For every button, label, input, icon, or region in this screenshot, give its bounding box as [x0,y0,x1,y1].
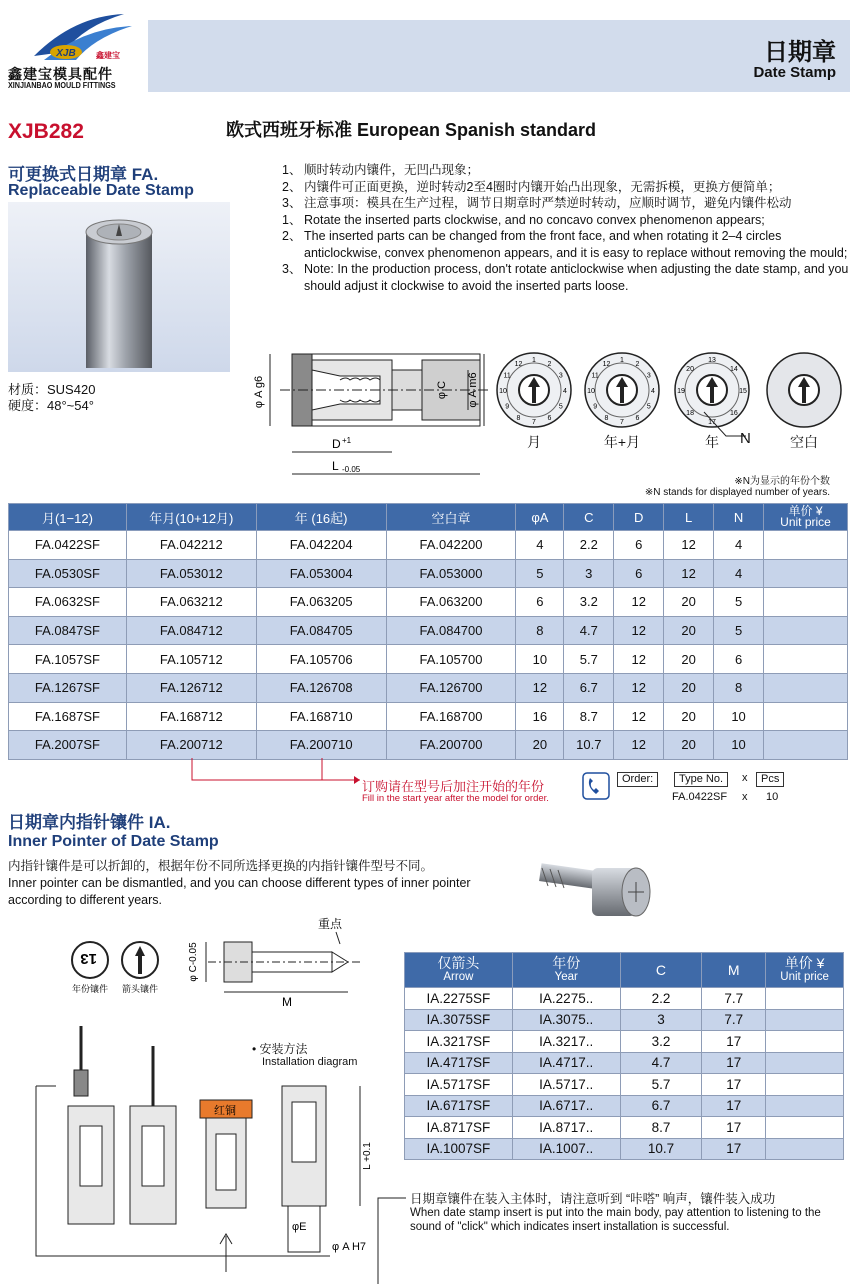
fa-cell: 8 [714,673,764,702]
ia-cell [766,1009,844,1031]
fa-cell: 12 [614,645,664,674]
note-number: 3、 [282,262,302,276]
fa-table-row [9,702,848,731]
fa-col-header: φA [516,504,564,531]
ia-cell: 17 [702,1117,766,1139]
dim-d-tol: +1 [342,436,352,445]
fa-cell: FA.126700 [386,673,516,702]
ia-pointer-drawing [178,912,368,1022]
fa-cell: 20 [664,616,714,645]
ia-cell [766,1117,844,1139]
fa-cell: 6 [714,645,764,674]
fa-cell: FA.200710 [256,731,386,760]
brand-badge: XJB [56,48,76,59]
fa-cell: 12 [614,702,664,731]
fa-cell: 12 [516,673,564,702]
ia-header-cn: 单价 ¥ [784,955,825,971]
fa-cell: 4.7 [564,616,614,645]
fa-table [8,503,848,760]
ia-m-label: M [282,995,292,1009]
order-x1: x [742,772,748,784]
ia-heavy-label: 重点 [318,917,343,931]
fa-cell: 10 [516,645,564,674]
fa-cell [764,531,848,560]
fa-cell: FA.0422SF [9,531,127,560]
fa-cell: 8 [516,616,564,645]
ia-header-cn: M [727,962,740,978]
ia-col-header [620,953,702,988]
note-number: 1、 [282,212,302,227]
ia-c-tol: φ C-0.05 [188,942,199,982]
install-title-en: Installation diagram [262,1056,358,1068]
fa-cell: FA.0847SF [9,616,127,645]
install-note [410,1192,850,1234]
dial-digit: 6 [635,414,640,422]
fa-col-header-price [764,504,848,531]
ia-table-row [405,1009,844,1031]
fa-note [282,162,850,179]
fa-cell: FA.168712 [126,702,256,731]
dial-1 [494,350,574,430]
fa-cell: 12 [614,616,664,645]
ia-header-en: Unit price [780,971,829,983]
price-en: Unit price [780,515,831,529]
fa-table-row [9,588,848,617]
fa-cell: FA.105706 [256,645,386,674]
ia-description [8,858,498,909]
ia-table-row [405,1031,844,1053]
note-text: The inserted parts can be changed from the front face, and when rotating it 2–4 circles anticlockwise, convex phenomenon appears, and it is easy to replace without removing the mould; [304,229,848,260]
ia-table-row [405,1095,844,1117]
fa-cell: FA.126712 [126,673,256,702]
ia-header-cn: 仅箭头 [437,955,480,971]
dial-digit: 6 [547,414,552,422]
fa-table-row [9,673,848,702]
fa-cell: FA.042200 [386,531,516,560]
ia-cell: 17 [702,1052,766,1074]
install-note-cn: 日期章镶件在装入主体时，请注意听到 “咔嗒” 响声，镶件装入成功 [410,1192,776,1206]
dial-digit: 16 [730,409,738,417]
fa-cell: 12 [664,559,714,588]
ia-cell [766,1095,844,1117]
ia-table-row [405,1074,844,1096]
ia-cell: IA.4717SF [405,1052,513,1074]
dial-digit: 12 [602,361,611,369]
fa-cell: FA.168700 [386,702,516,731]
ia-cell: IA.6717SF [405,1095,513,1117]
ia-table-row [405,1052,844,1074]
ia-cell: IA.3075SF [405,1009,513,1031]
note-number: 2、 [282,179,302,194]
dial-digit: 10 [587,388,595,395]
note-text: 内镶件可正面更换，逆时转动2至4圈时内镶开始凸出现象，无需拆模，更换方便简单； [304,179,781,194]
ia-cell: 17 [702,1074,766,1096]
fa-cell: 4 [516,531,564,560]
ia-cell: 2.2 [620,988,702,1010]
ia-cell: IA.3217SF [405,1031,513,1053]
dial-digit: 19 [677,388,685,395]
dial-digit: 5 [558,403,563,411]
dial-digit: 4 [563,388,567,395]
pointer-photo [530,838,660,928]
order-pcs: Pcs [756,772,784,787]
ia-header-en: Year [554,971,578,983]
dim-l-tol: -0.05 [342,465,361,474]
dial-digit: 1 [532,357,536,364]
fa-cell: FA.168710 [256,702,386,731]
ia-cell: 7.7 [702,1009,766,1031]
note-text: 注意事项：模具在生产过程，调节日期章时严禁逆时转动，应顺时调节，避免内镶件松动 [304,196,792,210]
fa-cell: 6 [614,559,664,588]
note-text: Rotate the inserted parts clockwise, and no concavo convex phenomenon appears; [304,212,765,227]
fa-cell [764,559,848,588]
ia-col-header [766,953,844,988]
ia-desc-en: Inner pointer can be dismantled, and you can choose different types of inner pointer according to different years. [8,876,471,907]
fa-cell: FA.2007SF [9,731,127,760]
order-x2: x [742,791,748,803]
ia-year-insert-label: 年份镶件 [72,984,109,994]
ia-cell [766,1074,844,1096]
header-band [148,20,850,92]
ia-cell [766,1138,844,1160]
fa-col-header: C [564,504,614,531]
ia-title-cn: 日期章内指针镶件 IA. [8,813,171,832]
installation-diagram [30,1026,400,1286]
brand-name-cn: 鑫建宝模具配件 [8,66,113,82]
ia-cell: IA.8717SF [405,1117,513,1139]
ia-cell: 6.7 [620,1095,702,1117]
dim-c: φ C [436,380,448,400]
footnote-en: ※N stands for displayed number of years. [644,487,830,498]
product-code: XJB282 [8,120,84,143]
fa-cell: 5 [714,588,764,617]
fa-cell: 5.7 [564,645,614,674]
ia-cell: IA.2275SF [405,988,513,1010]
fa-cell: FA.042212 [126,531,256,560]
fa-cell: FA.084700 [386,616,516,645]
dial-label: 月 [527,434,541,450]
fa-note [282,228,850,261]
fa-cell: FA.053000 [386,559,516,588]
fa-cell: FA.200712 [126,731,256,760]
ia-cell: 5.7 [620,1074,702,1096]
fa-cell: FA.105700 [386,645,516,674]
fa-cell [764,588,848,617]
fa-cell: 12 [614,673,664,702]
install-a-h7: φ A H7 [332,1241,367,1253]
ia-header-en: Arrow [443,971,474,983]
dial-digit: 5 [646,403,651,411]
copper-label: 红铜 [214,1105,236,1117]
fa-cell: 5 [714,616,764,645]
fa-cell: 12 [614,588,664,617]
fa-cell [764,702,848,731]
fa-cell: 6 [516,588,564,617]
ia-col-header [512,953,620,988]
fa-col-header: 年月(10+12月) [126,504,256,531]
ia-cell: 17 [702,1138,766,1160]
material: 材质：SUS420 [8,382,96,397]
note-text: 顺时转动内镶件，无凹凸现象； [304,163,480,177]
fa-title-cn: 可更换式日期章 FA. [8,165,159,184]
fa-cell: 12 [664,531,714,560]
fa-title-en: Replaceable Date Stamp [8,182,194,199]
fa-cell: 5 [516,559,564,588]
fa-col-header: N [714,504,764,531]
fa-cell: FA.200700 [386,731,516,760]
fa-cell: FA.084705 [256,616,386,645]
fa-cell: 12 [614,731,664,760]
ia-table-row [405,1117,844,1139]
fa-technical-drawing [240,340,490,480]
order-type-no: Type No. [674,772,728,787]
dial-digit: 3 [558,372,563,380]
install-e: φE [292,1221,307,1233]
fa-table-row [9,731,848,760]
fa-cell: FA.063212 [126,588,256,617]
install-title-cn: • 安装方法 [252,1042,308,1056]
fa-cell: 16 [516,702,564,731]
dial-label: 年 [705,434,719,450]
fa-note [282,179,850,196]
dial-digit: 10 [499,388,507,395]
ia-cell: IA.3217.. [512,1031,620,1053]
brand-name-en: XINJIANBAO MOULD FITTINGS [8,81,116,90]
dial-label: 年+月 [603,434,641,450]
ia-cell: 10.7 [620,1138,702,1160]
fa-col-header: L [664,504,714,531]
ia-cell: 7.7 [702,988,766,1010]
fa-cell: 20 [664,702,714,731]
fa-cell: FA.0632SF [9,588,127,617]
ia-header-cn: C [655,962,667,978]
dial-label: 空白 [790,434,818,450]
order-example-qty: 10 [766,791,779,803]
fa-table-row [9,616,848,645]
fa-note [282,195,850,212]
product-photo [8,202,230,372]
fa-cell: 6 [614,531,664,560]
fa-cell: FA.126708 [256,673,386,702]
install-l-tol: L +0.1 [362,1142,373,1170]
fa-cell: 10.7 [564,731,614,760]
note-number: 2、 [282,229,302,243]
fa-note [282,212,850,229]
dial-digit: 18 [686,409,694,417]
dial-digit: 7 [532,419,536,426]
dial-digit: 11 [503,372,511,380]
dial-digit: 15 [739,388,747,395]
fa-cell: FA.063200 [386,588,516,617]
ia-dials [70,940,170,1000]
fa-cell: FA.1057SF [9,645,127,674]
hardness: 硬度：48°~54° [8,398,94,413]
brand-name-small: 鑫建宝 [96,51,120,60]
fa-cell: FA.084712 [126,616,256,645]
dial-digit: 7 [620,419,624,426]
fa-col-header: 空白章 [386,504,516,531]
ia-cell: IA.8717.. [512,1117,620,1139]
dial-digit: 13 [708,357,716,364]
dial-digit: 2 [635,361,640,369]
ia-cell: IA.4717.. [512,1052,620,1074]
ia-col-header [405,953,513,988]
ia-cell: IA.5717SF [405,1074,513,1096]
ia-table [404,952,844,1160]
ia-title-en: Inner Pointer of Date Stamp [8,833,219,850]
note-text: Note: In the production process, don't rotate anticlockwise when adjusting the date stamp, and you should adjust it clockwise to avoid the inserted parts loose. [304,262,849,293]
ia-cell [766,1052,844,1074]
dial-digit: 9 [593,403,598,411]
fa-notes [282,162,850,294]
dial-digit: 1 [620,357,624,364]
order-label: Order: [617,772,658,787]
dial-digit: 2 [547,361,552,369]
ia-cell: IA.6717.. [512,1095,620,1117]
ia-cell [766,1031,844,1053]
phone-icon [582,772,610,800]
n-label: N [740,430,751,447]
fa-cell: 20 [664,588,714,617]
standard-title: 欧式西班牙标准 European Spanish standard [226,120,597,140]
install-note-en: When date stamp insert is put into the main body, pay attention to listening to the sound of "click" which indicates insert installation is successful. [410,1207,821,1233]
fa-cell: 3.2 [564,588,614,617]
fa-cell: 2.2 [564,531,614,560]
dial-digit: 4 [651,388,655,395]
page-title-en: Date Stamp [753,64,836,81]
fa-cell: 8.7 [564,702,614,731]
fa-table-row [9,559,848,588]
ia-arrow-insert-label: 箭头镶件 [122,984,159,994]
material-spec [8,382,95,414]
dial-digit: 14 [730,366,738,374]
dial-digit: 8 [516,414,521,422]
dial-4 [764,350,844,430]
fa-cell: 20 [516,731,564,760]
order-note-cn: 订购请在型号后加注开始的年份 [362,779,545,794]
ia-desc-cn: 内指针镶件是可以折卸的，根据年份不同所选择更换的内指针镶件型号不同。 [8,859,434,873]
fa-cell: FA.042204 [256,531,386,560]
note-number: 3、 [282,196,302,210]
ia-cell [766,988,844,1010]
ia-cell: 8.7 [620,1117,702,1139]
dial-digit: 12 [514,361,523,369]
fa-cell: 6.7 [564,673,614,702]
ia-cell: IA.5717.. [512,1074,620,1096]
ia-table-row [405,988,844,1010]
ia-cell: IA.1007.. [512,1138,620,1160]
fa-cell: FA.105712 [126,645,256,674]
fa-cell: 20 [664,731,714,760]
fa-cell: 10 [714,731,764,760]
fa-cell: 4 [714,531,764,560]
dim-d: D [332,437,341,451]
dial-digit: 8 [604,414,609,422]
fa-cell [764,616,848,645]
ia-year-digit: 13 [80,950,97,967]
fa-cell [764,673,848,702]
fa-cell: FA.0530SF [9,559,127,588]
order-note-en: Fill in the start year after the model for order. [362,793,549,804]
fa-cell: FA.053004 [256,559,386,588]
order-example-type: FA.0422SF [672,791,728,803]
ia-cell: 17 [702,1095,766,1117]
fa-cell: FA.053012 [126,559,256,588]
dial-digit: 3 [646,372,651,380]
fa-cell: 20 [664,673,714,702]
ia-cell: 4.7 [620,1052,702,1074]
fa-table-row [9,531,848,560]
dim-a-g6: φ A g6 [253,375,265,409]
fa-cell: 10 [714,702,764,731]
fa-cell: 3 [564,559,614,588]
dim-a-m6: φ A m6 [467,372,479,408]
fa-col-header: 年 (16起) [256,504,386,531]
fa-cell [764,645,848,674]
ia-cell: IA.3075.. [512,1009,620,1031]
fa-cell: FA.1267SF [9,673,127,702]
dial-digit: 20 [686,366,694,374]
fa-cell: 4 [714,559,764,588]
fa-col-header: 月(1−12) [9,504,127,531]
ia-cell: IA.1007SF [405,1138,513,1160]
ia-header-cn: 年份 [552,955,581,971]
order-bracket [186,758,366,788]
dial-digit: 11 [591,372,599,380]
fa-cell [764,731,848,760]
page-title-cn: 日期章 [764,39,836,66]
fa-table-row [9,645,848,674]
dial-digit: 17 [708,419,716,426]
note-number: 1、 [282,163,302,177]
ia-table-row [405,1138,844,1160]
fa-cell: 20 [664,645,714,674]
ia-col-header [702,953,766,988]
fa-cell: FA.1687SF [9,702,127,731]
dial-2 [582,350,662,430]
ia-cell: 3.2 [620,1031,702,1053]
ia-cell: IA.2275.. [512,988,620,1010]
dim-l: L [332,459,339,473]
final-connector [370,1196,410,1286]
footnote-cn: ※N为显示的年份个数 [734,476,830,487]
ia-cell: 17 [702,1031,766,1053]
fa-cell: FA.063205 [256,588,386,617]
price-cn: 单价 ¥ [788,504,823,518]
fa-col-header: D [614,504,664,531]
ia-cell: 3 [620,1009,702,1031]
dial-digit: 9 [505,403,510,411]
fa-note [282,261,850,294]
